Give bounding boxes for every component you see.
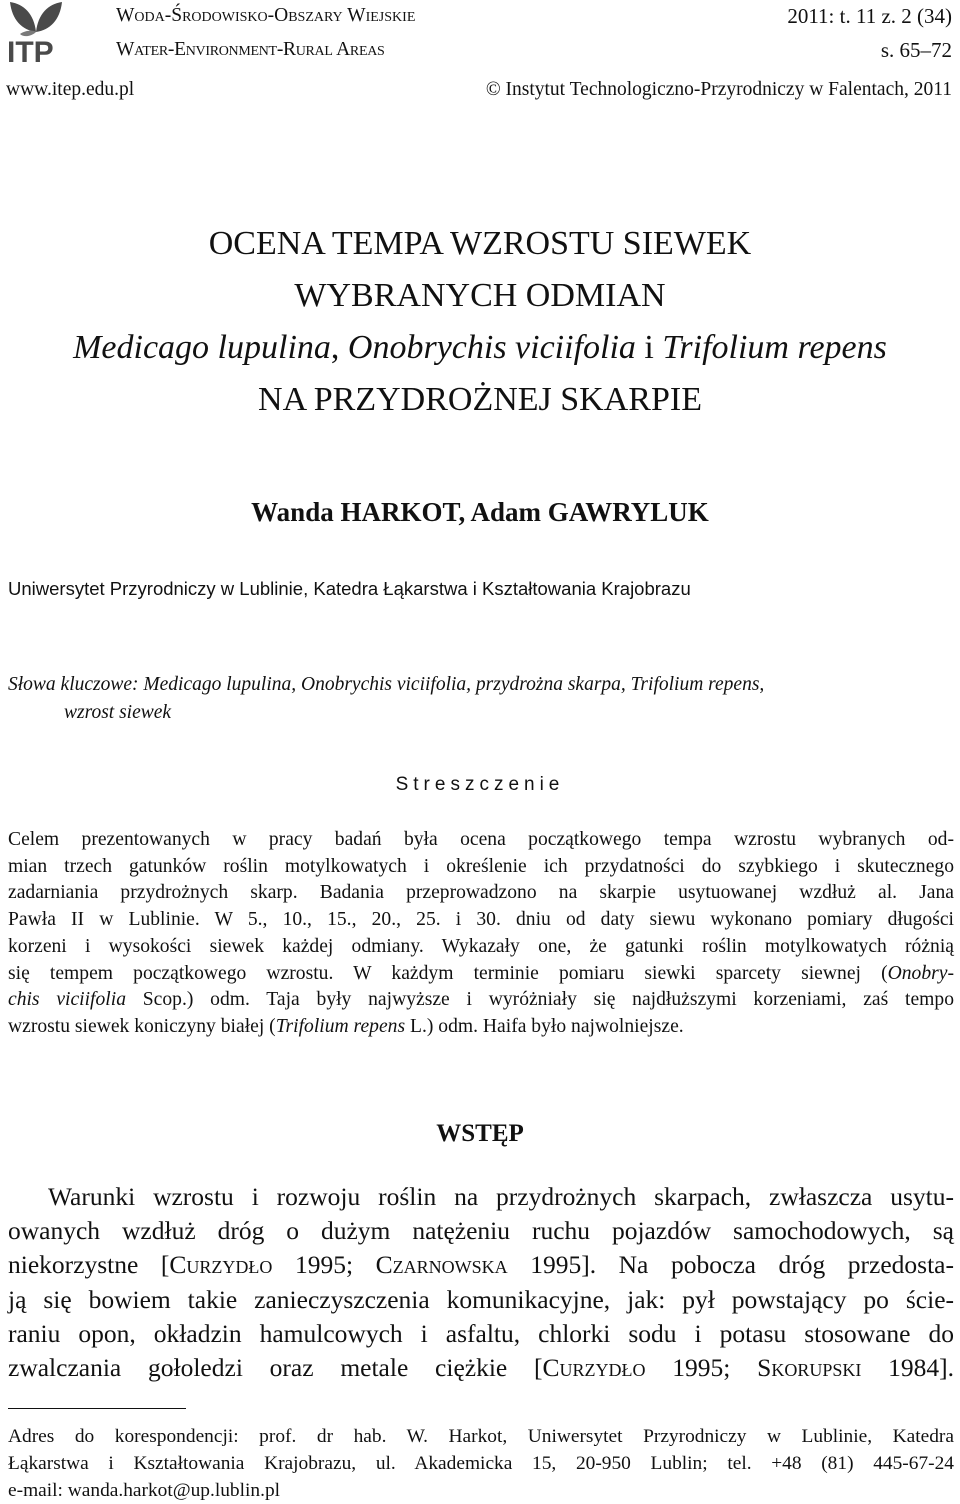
abstract-line: Pawła II w Lublinie. W 5., 10., 15., 20., 25. i 30. dniu od daty siewu wykonano pomiary długości [8,909,954,931]
intro-heading: WSTĘP [436,1120,524,1147]
journal-copyright: © Instytut Technologiczno-Przyrodniczy w Falentach, 2011 [485,79,952,100]
species-name: Trifolium repens [662,329,887,366]
citation-author: Skorupski [757,1353,862,1383]
intro-text-run: 1995]. Na pobocza dróg przedosta- [507,1250,954,1280]
keywords [8,671,958,727]
citation-author: Curzydło [542,1353,646,1383]
intro-text-run: niekorzystne [ [8,1250,170,1280]
title-line-2: WYBRANYCH ODMIAN [294,277,666,314]
abstract-text [8,827,954,1041]
journal-pages: s. 65–72 [880,38,952,62]
title-line-3 [0,323,960,373]
intro-line: Warunki wzrostu i rozwoju roślin na przydrożnych skarpach, zwłaszcza usytu- [48,1182,954,1211]
footnote-rule [8,1408,186,1409]
abstract-line: korzeni i wysokości siewek każdej odmiany. Wykazały one, że gatunki roślin motylkowatych różnią [8,935,954,957]
abstract-line [8,961,954,988]
itp-leaf-icon [6,0,98,64]
intro-text-run: 1995; [272,1250,376,1280]
intro-line: raniu opon, okładzin hamulcowych i asfaltu, chlorki sodu i potasu stosowane do [8,1318,954,1348]
intro-text-run: 1995; [645,1353,758,1383]
footnote [8,1423,954,1504]
intro-line: owanych wzdłuż dróg o dużym natężeniu ruchu pojazdów samochodowych, są [8,1216,954,1246]
title-separator: i [635,329,663,366]
title-line-1: OCENA TEMPA WZROSTU SIEWEK [208,225,752,262]
species-name: Onobry- [887,962,954,984]
itp-logo [6,0,98,64]
footnote-line: e-mail: wanda.harkot@up.lublin.pl [8,1480,281,1501]
species-name: Medicago lupulina [73,329,331,366]
keywords-line: Słowa kluczowe: Medicago lupulina, Onobrychis viciifolia, przydrożna skarpa, Trifolium repens, [8,674,765,695]
journal-name-en: Water-Environment-Rural Areas [116,39,385,60]
abstract-line: Celem prezentowanych w pracy badań była ocena początkowego tempa wzrostu wybranych od- [8,829,954,850]
abstract-text-run: wzrostu siewek koniczyny białej ( [8,1015,276,1037]
species-name: Trifolium repens [275,1015,406,1037]
journal-name-pl: Woda-Środowisko-Obszary Wiejskie [116,5,416,26]
abstract-line: zadarniania przydrożnych skarp. Badania przeprowadzono na skarpie usytuowanej wzdłuż al. Jana [8,882,954,904]
intro-line [8,1351,954,1385]
intro-text-run: 1984]. [861,1353,954,1383]
affiliation: Uniwersytet Przyrodniczy w Lublinie, Katedra Łąkarstwa i Kształtowania Krajobrazu [8,578,691,599]
abstract-heading: Streszczenie [395,774,565,795]
intro-text [8,1180,954,1385]
keywords-line: wzrost siewek [64,702,172,723]
intro-text-run: zwalczania gołoledzi oraz metale ciężkie [ [8,1353,543,1383]
title-line-4: NA PRZYDROŻNEJ SKARPIE [258,381,702,418]
citation-author: Czarnowska [375,1250,508,1280]
intro-line: ją się bowiem takie zanieczyszczenia komunikacyjne, jak: pył powstający po ście- [8,1284,954,1314]
citation-author: Curzydło [169,1250,273,1280]
abstract-line: mian trzech gatunków roślin motylkowatych i określenie ich przydatności do szybkiego i skutecznego [8,855,954,877]
footnote-line: Adres do korespondencji: prof. dr hab. W. Harkot, Uniwersytet Przyrodniczy w Lublinie, Katedra [8,1426,954,1447]
intro-line [8,1248,954,1282]
abstract-line [8,1014,954,1041]
abstract-text-run: się tempem początkowego wzrostu. W każdym terminie pomiaru siewki sparcety siewnej ( [8,962,888,984]
abstract-text-run: Scop.) odm. Taja były najwyższe i wyróżniały się najdłuższymi korzeniami, zaś tempo [126,989,954,1011]
footnote-line: Łąkarstwa i Kształtowania Krajobrazu, ul. Akademicka 15, 20-950 Lublin; tel. +48 (81) 445-67-24 [8,1453,954,1474]
abstract-line [8,987,954,1014]
logo-text: ITP [7,36,54,64]
species-name: Onobrychis viciifolia [347,329,636,366]
authors: Wanda HARKOT, Adam GAWRYLUK [251,497,709,527]
journal-volume: 2011: t. 11 z. 2 (34) [787,4,952,28]
species-name: chis viciifolia [8,989,126,1011]
journal-website[interactable]: www.itep.edu.pl [6,79,135,100]
title-separator: , [330,329,348,366]
abstract-text-run: L.) odm. Haifa było najwolniejsze. [405,1015,684,1037]
